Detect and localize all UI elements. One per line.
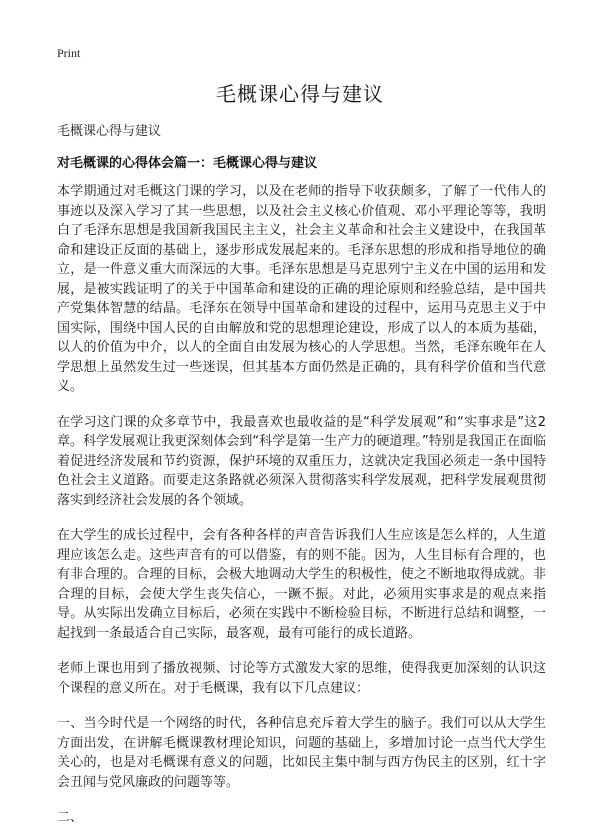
paragraph-2: 在学习这门课的众多章节中，我最喜欢也最收益的是“科学发展观”和“实事求是”这2章。科学发展观让我更深刻体会到“科学是第一生产力的硬道理。”特别是我国正在面临着促进经济发展和节约资源，保护环境的双重压力，这就决定我国必须走一条中国特色社会主义道路。而要走这条路就必须深入贯彻落实科学发展观，把科学发展观贯彻落实到经济社会发展的各个领域。 [57, 414, 546, 508]
paragraph-4: 老师上课也用到了播放视频、讨论等方式激发大家的思维，使得我更加深刻的认识这个课程的意义所在。对于毛概课，我有以下几点建议： [57, 661, 546, 696]
section-heading: 对毛概课的心得体会篇一：毛概课心得与建议 [57, 156, 318, 171]
paragraph-1: 本学期通过对毛概这门课的学习，以及在老师的指导下收获颇多，了解了一代伟人的事迹以及深入学习了其一些思想，以及社会主义核心价值观、邓小平理论等等，我明白了毛泽东思想是我国新我国民主主义，社会主义革命和社会主义建设中，在我国革命和建设正反面的基础上，逐步形成发展起来的。毛泽东思想的形成和指导地位的确立，是一件意义重大而深远的大事。毛泽东思想是马克思列宁主义在中国的运用和发展，是被实践证明了的关于中国革命和建设的正确的理论原则和经验总结，是中国共产党集体智慧的结晶。毛泽东在领导中国革命和建设的过程中，运用马克思主义于中国实际，围绕中国人民的自由解放和党的思想理论建设，形成了以人的本质为基础，以人的价值为中介，以人的全面自由发展为核心的人学思想。当然，毛泽东晚年在人学思想上虽然发生过一些迷误，但其基本方面仍然是正确的，具有科学价值和当代意义。 [57, 184, 546, 394]
article-body [57, 182, 546, 828]
paragraph-6: 二、 [57, 810, 84, 825]
paragraph-5: 一、当今时代是一个网络的时代，各种信息充斥着大学生的脑子。我们可以从大学生方面出发，在讲解毛概课教材理论知识，问题的基础上，多增加讨论一点当代大学生关心的，也是对毛概课有意义的问题，比如民主集中制与西方伪民主的区别，红十字会丑闻与党风廉政的问题等等。 [57, 716, 546, 790]
print-link[interactable]: Print [57, 46, 81, 60]
paragraph-3: 在大学生的成长过程中，会有各种各样的声音告诉我们人生应该是怎么样的，人生道理应该怎么走。这些声音有的可以借鉴，有的则不能。因为，人生目标有合理的，也有非合理的。合理的目标，会极大地调动大学生的积极性，使之不断地取得成就。非合理的目标，会使大学生丧失信心，一蹶不振。对此，必须用实事求是的观点来指导。从实际出发确立目标后，必须在实践中不断检验目标，不断进行总结和调整，一起找到一条最适合自己实际，最客观，最有可能行的成长道路。 [57, 528, 546, 641]
document-subtitle: 毛概课心得与建议 [57, 124, 162, 139]
document-title: 毛概课心得与建议 [216, 82, 384, 106]
